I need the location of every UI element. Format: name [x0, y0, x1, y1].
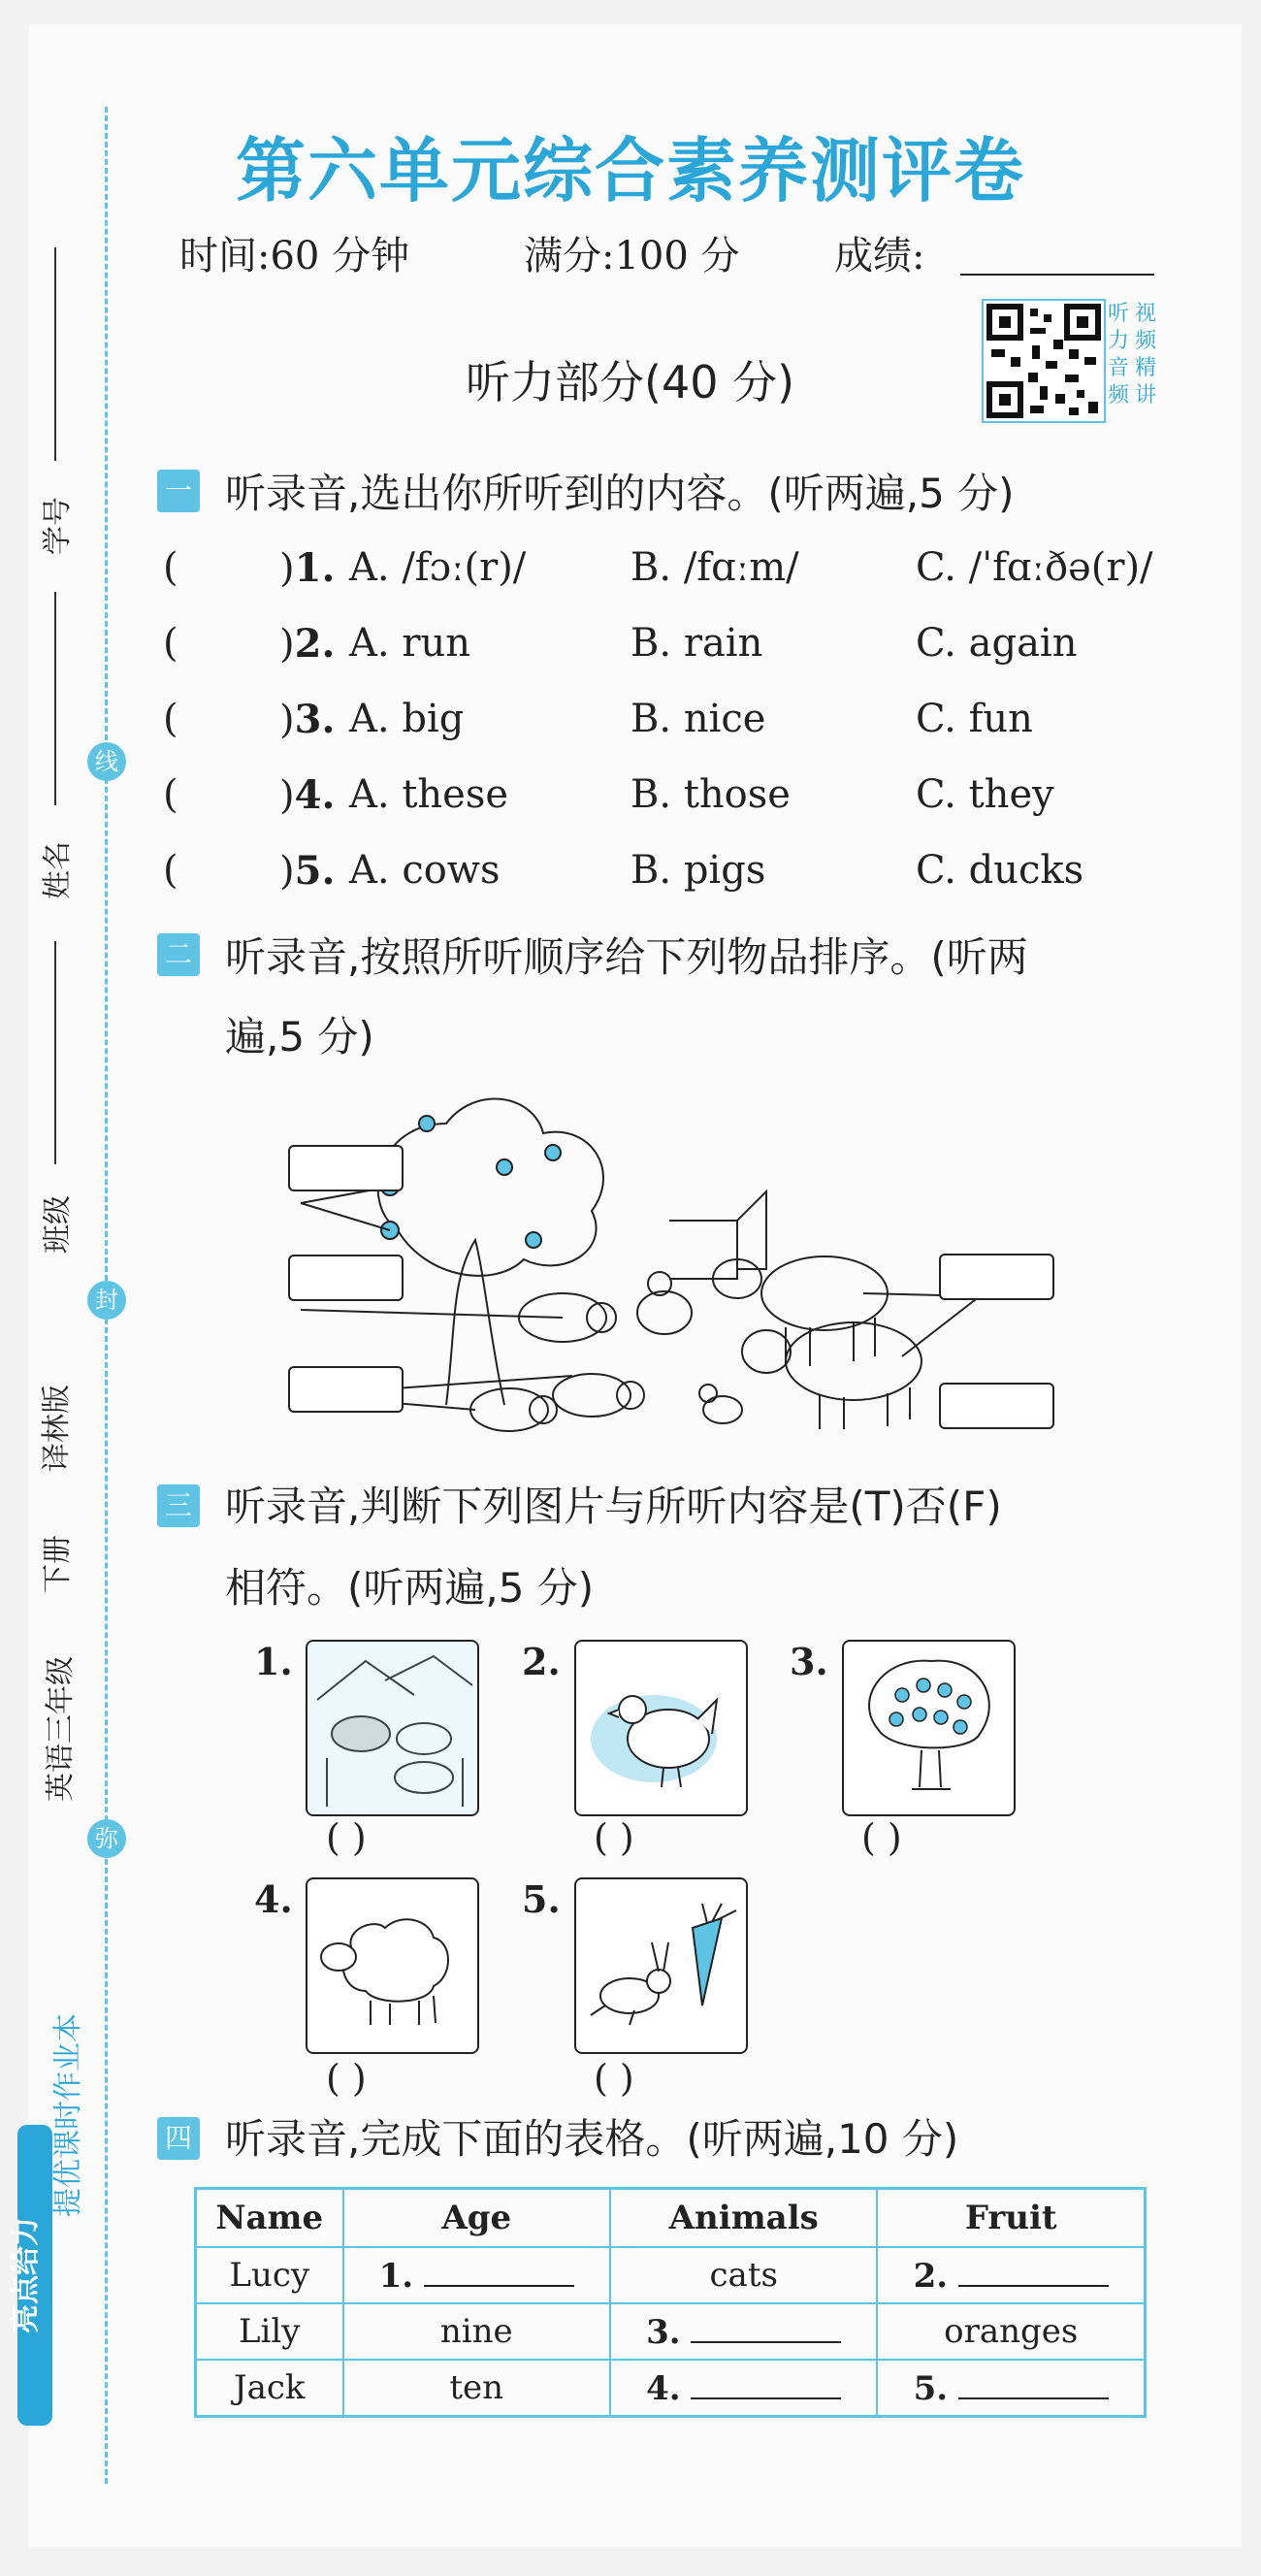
section2-instruction-line1: 听录音,按照所听顺序给下列物品排序。(听两 — [225, 933, 1028, 981]
age-blank-cell[interactable]: 1. — [343, 2247, 610, 2303]
order-box-cows[interactable] — [939, 1254, 1054, 1300]
order-box-apples[interactable] — [288, 1145, 404, 1191]
pic5-answer[interactable]: ( ) — [594, 2057, 634, 2100]
exam-title: 第六单元综合素养测评卷 — [235, 130, 1025, 212]
q1-close: )1. — [279, 545, 336, 591]
animals-blank-cell[interactable]: 3. — [610, 2303, 877, 2360]
table-header-row — [196, 2189, 1146, 2248]
q1-option-b[interactable]: B. /fɑːm/ — [630, 545, 799, 590]
q3-option-c[interactable]: C. fun — [916, 697, 1033, 741]
table-row — [196, 2247, 1146, 2303]
pic2-number: 2. — [522, 1640, 561, 1683]
q2-option-a[interactable]: A. run — [349, 621, 470, 666]
q2-option-c[interactable]: C. again — [916, 621, 1078, 666]
table-row — [196, 2360, 1146, 2417]
q5-option-b[interactable]: B. pigs — [630, 848, 766, 893]
grade-subject-label: 英语三年级 — [44, 1656, 78, 1802]
q5-option-c[interactable]: C. ducks — [916, 848, 1084, 893]
qr-caption-col2: 视 频 精 讲 — [1135, 302, 1157, 408]
row-animals: cats — [610, 2247, 877, 2303]
time-limit: 时间:60 分钟 — [179, 234, 410, 278]
hen-icon — [574, 1640, 748, 1816]
order-box-chick[interactable] — [939, 1383, 1054, 1429]
q2-close: )2. — [279, 621, 336, 667]
q1-option-a[interactable]: A. /fɔː(r)/ — [349, 545, 527, 590]
full-score: 满分:100 分 — [524, 234, 740, 278]
section3-instruction-line1: 听录音,判断下列图片与所听内容是(T)否(F) — [225, 1483, 1002, 1530]
q4-option-b[interactable]: B. those — [630, 772, 791, 817]
fruit-blank-cell[interactable]: 5. — [877, 2360, 1145, 2417]
order-box-pigs-group[interactable] — [288, 1366, 404, 1413]
q5-option-a[interactable]: A. cows — [349, 848, 501, 893]
q2-option-b[interactable]: B. rain — [630, 621, 763, 666]
row-name: Lucy — [196, 2247, 343, 2303]
pic2-answer[interactable]: ( ) — [594, 1816, 634, 1859]
q1-row: ( — [163, 545, 178, 590]
seal-close-char: 弥 — [87, 1819, 126, 1858]
pear-tree-icon — [842, 1640, 1016, 1816]
header-fruit: Fruit — [877, 2189, 1145, 2248]
row-name: Lily — [196, 2303, 343, 2360]
class-line — [54, 941, 56, 1164]
pic3-number: 3. — [790, 1640, 828, 1683]
pic3-answer[interactable]: ( ) — [861, 1816, 902, 1859]
pic4-answer[interactable]: ( ) — [326, 2057, 367, 2100]
farm-icon — [306, 1640, 479, 1816]
q4-row: ( — [163, 772, 178, 817]
row-age: ten — [343, 2360, 610, 2417]
q1-option-c[interactable]: C. /ˈfɑːðə(r)/ — [916, 545, 1153, 590]
class-label: 班级 — [41, 1195, 75, 1254]
section3-instruction-line2: 相符。(听两遍,5 分) — [225, 1564, 595, 1612]
student-no-label: 学号 — [41, 497, 75, 555]
section4-instruction: 听录音,完成下面的表格。(听两遍,10 分) — [225, 2115, 959, 2163]
pic5-number: 5. — [522, 1877, 561, 1921]
name-label: 姓名 — [41, 841, 75, 899]
section4-badge: 四 — [157, 2117, 200, 2160]
q4-option-c[interactable]: C. they — [916, 772, 1054, 817]
header-animals: Animals — [610, 2189, 877, 2248]
qr-caption-col1: 听 力 音 频 — [1108, 302, 1130, 408]
edition-label: 译林版 — [40, 1385, 74, 1472]
q4-option-a[interactable]: A. these — [349, 772, 509, 817]
section1-badge: 一 — [157, 470, 200, 512]
row-fruit: oranges — [877, 2303, 1145, 2360]
row-name: Jack — [196, 2360, 343, 2417]
q4-close: )4. — [279, 772, 336, 818]
section3-badge: 三 — [157, 1484, 200, 1527]
table-row — [196, 2303, 1146, 2360]
animals-blank-cell[interactable]: 4. — [610, 2360, 877, 2417]
brand-main-text: 亮点给力 — [9, 2217, 43, 2333]
header-age: Age — [343, 2189, 610, 2248]
pic1-number: 1. — [254, 1640, 293, 1683]
q3-row: ( — [163, 697, 178, 741]
q3-option-a[interactable]: A. big — [349, 697, 465, 741]
q3-option-b[interactable]: B. nice — [630, 697, 766, 741]
q5-close: )5. — [279, 848, 336, 894]
row-age: nine — [343, 2303, 610, 2360]
section2-badge: 二 — [157, 933, 200, 976]
qr-code-icon — [982, 299, 1106, 423]
brand-sub-text: 提优课时作业本 — [51, 2013, 85, 2217]
seal-seal-char: 封 — [87, 1281, 126, 1320]
volume-label: 下册 — [41, 1535, 75, 1593]
listening-part-title: 听力部分(40 分) — [466, 356, 795, 408]
pic1-answer[interactable]: ( ) — [326, 1816, 367, 1859]
seal-line-char: 线 — [87, 742, 126, 781]
name-line — [54, 592, 56, 805]
fruit-blank-cell[interactable]: 2. — [877, 2247, 1145, 2303]
section2-instruction-line2: 遍,5 分) — [225, 1013, 374, 1060]
header-name: Name — [196, 2189, 343, 2248]
student-no-line — [54, 247, 56, 461]
pic4-number: 4. — [254, 1877, 293, 1921]
q2-row: ( — [163, 621, 178, 666]
rabbit-carrot-icon — [574, 1877, 748, 2054]
order-box-pigs[interactable] — [288, 1255, 404, 1301]
score-label: 成绩: — [834, 234, 925, 278]
sheep-icon — [306, 1877, 479, 2054]
brand-logo — [9, 1834, 95, 2426]
score-blank[interactable] — [960, 274, 1154, 276]
q3-close: )3. — [279, 697, 336, 742]
section1-instruction: 听录音,选出你所听到的内容。(听两遍,5 分) — [225, 470, 1015, 517]
info-table — [194, 2187, 1147, 2418]
q5-row: ( — [163, 848, 178, 893]
